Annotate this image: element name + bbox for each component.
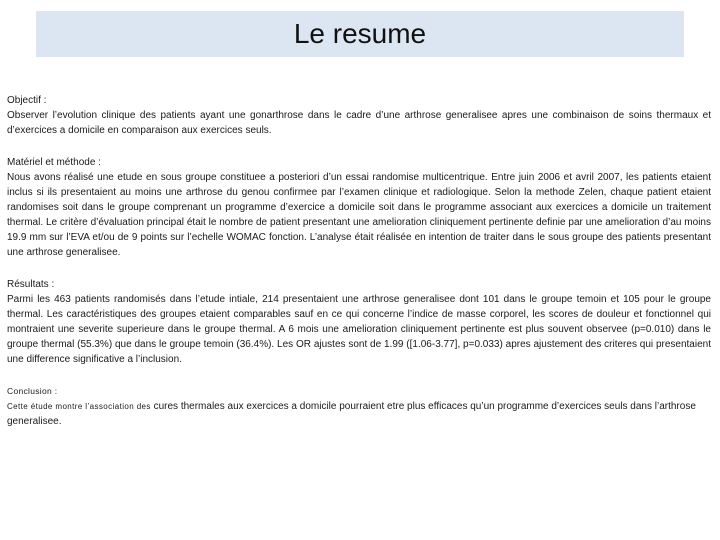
section-objectif: [7, 93, 711, 138]
resultats-heading: Résultats :: [7, 279, 55, 290]
conclusion-paragraph: [7, 399, 711, 429]
resultats-body: Parmi les 463 patients randomisés dans l’etude intiale, 214 presentaient une arthrose generalisee dont 101 dans le groupe temoin et 105 pour le groupe thermal. Les caractéristiques des groupes etaient comparables sauf en ce qui concerne l’indice de masse corporel, les scores de douleur et fonctionnel qui montraient une severite superieure dans le groupe thermal. A 6 mois une amelioration cliniquement pertinente est plus souvent observee (p=0.010) dans le groupe thermal (55.3%) que dans le groupe temoin (36.4%). Les OR ajustes sont de 1.99 ([1.06-3.77], p=0.033) apres ajustement des criteres qui presentaient une difference significative a l’inclusion.: [7, 294, 711, 365]
objectif-heading: Objectif :: [7, 95, 47, 106]
objectif-body: Observer l’evolution clinique des patients ayant une gonarthrose dans le cadre d’une arthrose generalisee apres une combinaison de soins thermaux et d’exercices a domicile en comparaison aux exercices seuls.: [7, 110, 711, 136]
section-resultats: [7, 277, 711, 367]
section-methode: [7, 155, 711, 260]
title-banner: [36, 11, 684, 57]
conclusion-heading: Conclusion :: [7, 386, 58, 396]
methode-heading: Matériel et méthode :: [7, 157, 101, 168]
conclusion-body: cures thermales aux exercices a domicile pourraient etre plus efficaces qu’un programme d’exercices seuls dans l’arthrose generalisee.: [7, 401, 696, 427]
page-title: Le resume: [293, 18, 427, 49]
methode-body: Nous avons réalisé une etude en sous groupe constituee a posteriori d’un essai randomise multicentrique. Entre juin 2006 et avril 2007, les patients etaient inclus si ils presentaient au moins une arthrose du genou confirmee par l’examen clinique et radiologique. Selon la methode Zelen, chaque patient etaient randomises soit dans le groupe comprenant un programme d’exercice a domicile soit dans le programme associant aux exercices a domicile un traitement thermal. Le critère d’évaluation principal était le nombre de patient presentant une amelioration cliniquement pertinente definie par une amelioration d’au moins 19.9 mm sur l’EVA et/ou de 9 points sur l’echelle WOMAC fonction. L’analyse était réalisée en intention de traiter dans le sous groupe des patients presentant une arthrose generalisee.: [7, 172, 711, 258]
conclusion-lead: Cette étude montre l’association des: [7, 402, 151, 411]
abstract-content: [7, 93, 711, 429]
section-conclusion: [7, 384, 711, 429]
